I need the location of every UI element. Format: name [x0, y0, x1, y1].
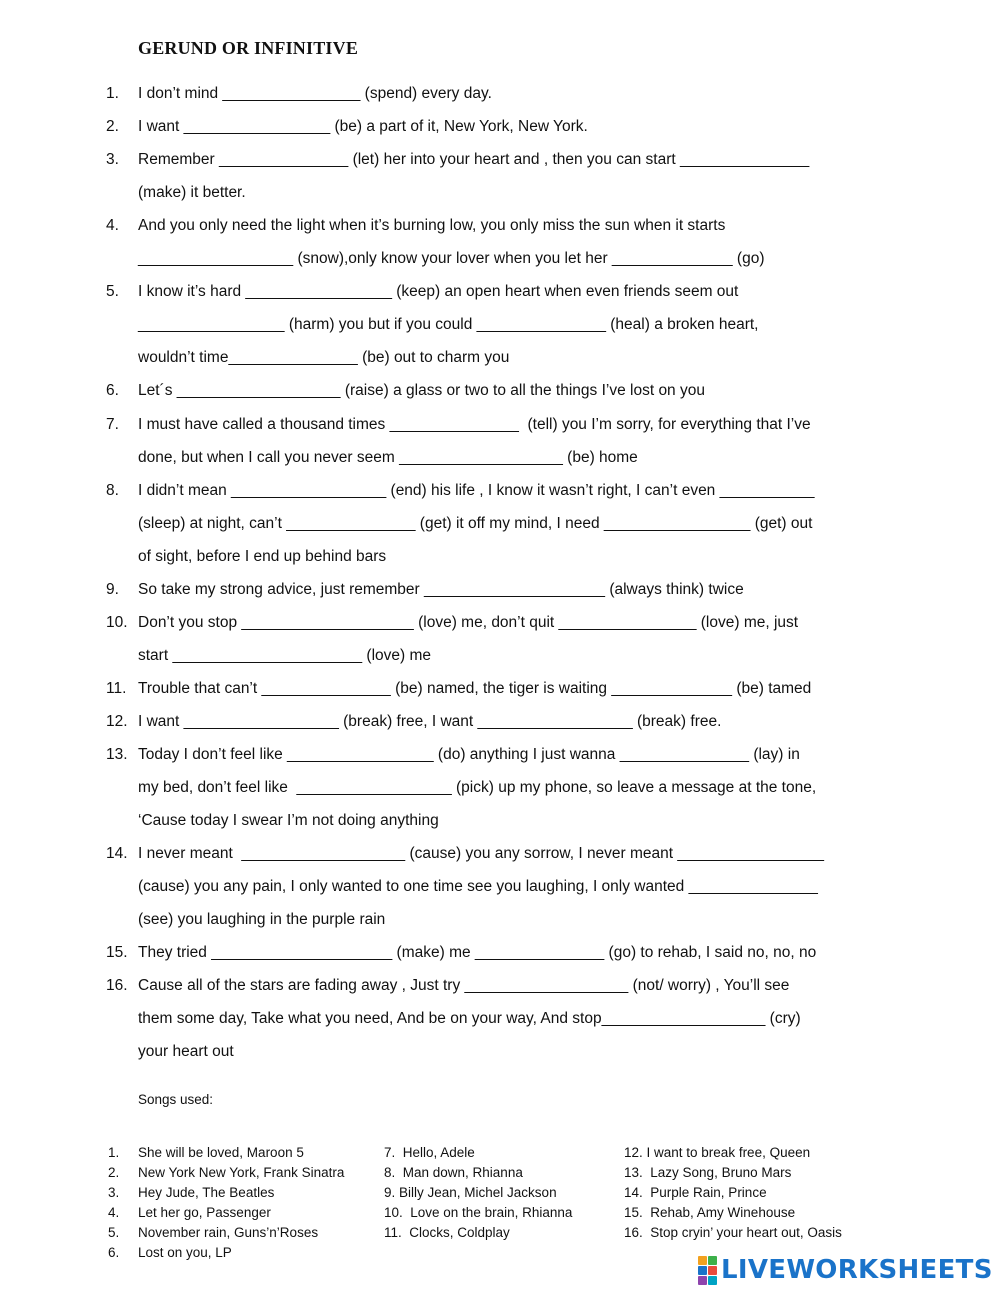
logo-block	[708, 1256, 717, 1265]
logo-text: LIVEWORKSHEETS	[721, 1255, 993, 1285]
song-item: 14. Purple Rain, Prince	[624, 1185, 767, 1200]
question-number: 3.	[106, 151, 119, 169]
logo-block	[708, 1276, 717, 1285]
question-text: Trouble that can’t _______________ (be) named, the tiger is waiting ______________ (be) tamed	[138, 679, 812, 697]
logo-block	[698, 1266, 707, 1275]
song-number: 4.	[108, 1205, 120, 1220]
question-number: 9.	[106, 580, 119, 598]
song-item: Lost on you, LP	[138, 1245, 232, 1260]
songs-heading: Songs used:	[138, 1092, 214, 1107]
question-text: I don’t mind ________________ (spend) every day.	[138, 85, 492, 102]
song-item: 16. Stop cryin’ your heart out, Oasis	[624, 1225, 842, 1240]
question-text: (cause) you any pain, I only wanted to one time see you laughing, I only wanted _______________	[138, 878, 818, 896]
question-number: 2.	[106, 118, 119, 136]
song-item: 11. Clocks, Coldplay	[384, 1225, 510, 1240]
question-text: Don’t you stop ____________________ (love) me, don’t quit ________________ (love) me, just	[138, 613, 799, 631]
song-number: 1.	[108, 1145, 120, 1160]
question-number: 16.	[106, 977, 128, 995]
question-number: 7.	[106, 415, 119, 433]
song-number: 3.	[108, 1185, 120, 1200]
question-text: them some day, Take what you need, And be on your way, And stop___________________ (cry)	[138, 1010, 801, 1028]
question-text: Cause all of the stars are fading away , Just try ___________________ (not/ worry) , You’ll see	[138, 977, 790, 995]
question-number: 8.	[106, 481, 119, 499]
song-number: 6.	[108, 1245, 120, 1260]
page-title: GERUND OR INFINITIVE	[138, 38, 359, 58]
song-item: 13. Lazy Song, Bruno Mars	[624, 1165, 792, 1180]
question-number: 10.	[106, 613, 128, 631]
question-number: 12.	[106, 712, 128, 730]
question-text: And you only need the light when it’s burning low, you only miss the sun when it starts	[138, 217, 726, 235]
song-item: 7. Hello, Adele	[384, 1145, 475, 1160]
question-text: I know it’s hard _________________ (keep) an open heart when even friends seem out	[138, 283, 739, 301]
song-item: 15. Rehab, Amy Winehouse	[624, 1205, 796, 1220]
question-text: start ______________________ (love) me	[138, 646, 432, 664]
logo-block	[698, 1276, 707, 1285]
question-number: 6.	[106, 382, 119, 400]
question-text: (sleep) at night, can’t _______________ (get) it off my mind, I need _________________ (get) out	[138, 514, 813, 532]
question-text: They tried _____________________ (make) me _______________ (go) to rehab, I said no, no, no	[138, 944, 817, 962]
question-number: 14.	[106, 845, 128, 863]
song-item: Let her go, Passenger	[138, 1205, 271, 1220]
logo-block	[698, 1256, 707, 1265]
question-text: Let´s ___________________ (raise) a glass or two to all the things I’ve lost on you	[138, 382, 705, 400]
song-number: 2.	[108, 1165, 120, 1180]
question-text: done, but when I call you never seem ___________________ (be) home	[138, 448, 638, 466]
question-number: 5.	[106, 283, 119, 301]
song-item: New York New York, Frank Sinatra	[138, 1165, 345, 1180]
song-item: 8. Man down, Rhianna	[384, 1165, 523, 1180]
question-text: I must have called a thousand times _______________ (tell) you I’m sorry, for everything that I’ve	[138, 415, 811, 433]
question-number: 11.	[106, 679, 127, 697]
question-text: of sight, before I end up behind bars	[138, 547, 387, 565]
question-text: my bed, don’t feel like __________________ (pick) up my phone, so leave a message at the tone,	[138, 779, 817, 797]
song-item: November rain, Guns’n’Roses	[138, 1225, 319, 1240]
question-text: __________________ (snow),only know your lover when you let her ______________ (go)	[138, 250, 765, 268]
song-item: 12. I want to break free, Queen	[624, 1145, 811, 1160]
question-text: So take my strong advice, just remember _____________________ (always think) twice	[138, 580, 744, 598]
logo-block	[708, 1266, 717, 1275]
question-text: Remember _______________ (let) her into your heart and , then you can start _______________	[138, 151, 810, 169]
question-number: 15.	[106, 944, 128, 962]
question-text: your heart out	[138, 1043, 234, 1061]
question-text: _________________ (harm) you but if you could _______________ (heal) a broken heart,	[138, 316, 759, 334]
question-text: I never meant ___________________ (cause) you any sorrow, I never meant _________________	[138, 845, 824, 863]
song-item: 9. Billy Jean, Michel Jackson	[384, 1185, 557, 1200]
song-item: Hey Jude, The Beatles	[138, 1185, 275, 1200]
question-text: (make) it better.	[138, 184, 246, 202]
song-item: She will be loved, Maroon 5	[138, 1145, 304, 1160]
liveworksheets-logo	[698, 1255, 993, 1285]
logo-blocks-icon	[698, 1256, 717, 1285]
question-text: I didn’t mean __________________ (end) his life , I know it wasn’t right, I can’t even ___________	[138, 481, 815, 499]
question-text: wouldn’t time_______________ (be) out to charm you	[138, 349, 510, 367]
song-number: 5.	[108, 1225, 120, 1240]
question-number: 4.	[106, 217, 119, 235]
question-number: 13.	[106, 746, 128, 763]
question-text: (see) you laughing in the purple rain	[138, 911, 386, 929]
question-number: 1.	[106, 85, 119, 102]
question-text: I want __________________ (break) free, I want __________________ (break) free.	[138, 712, 722, 730]
question-text: Today I don’t feel like _________________ (do) anything I just wanna _______________ (lay) in	[138, 746, 800, 763]
question-text: I want _________________ (be) a part of it, New York, New York.	[138, 118, 588, 136]
question-text: ‘Cause today I swear I’m not doing anything	[138, 812, 439, 830]
song-item: 10. Love on the brain, Rhianna	[384, 1205, 573, 1220]
